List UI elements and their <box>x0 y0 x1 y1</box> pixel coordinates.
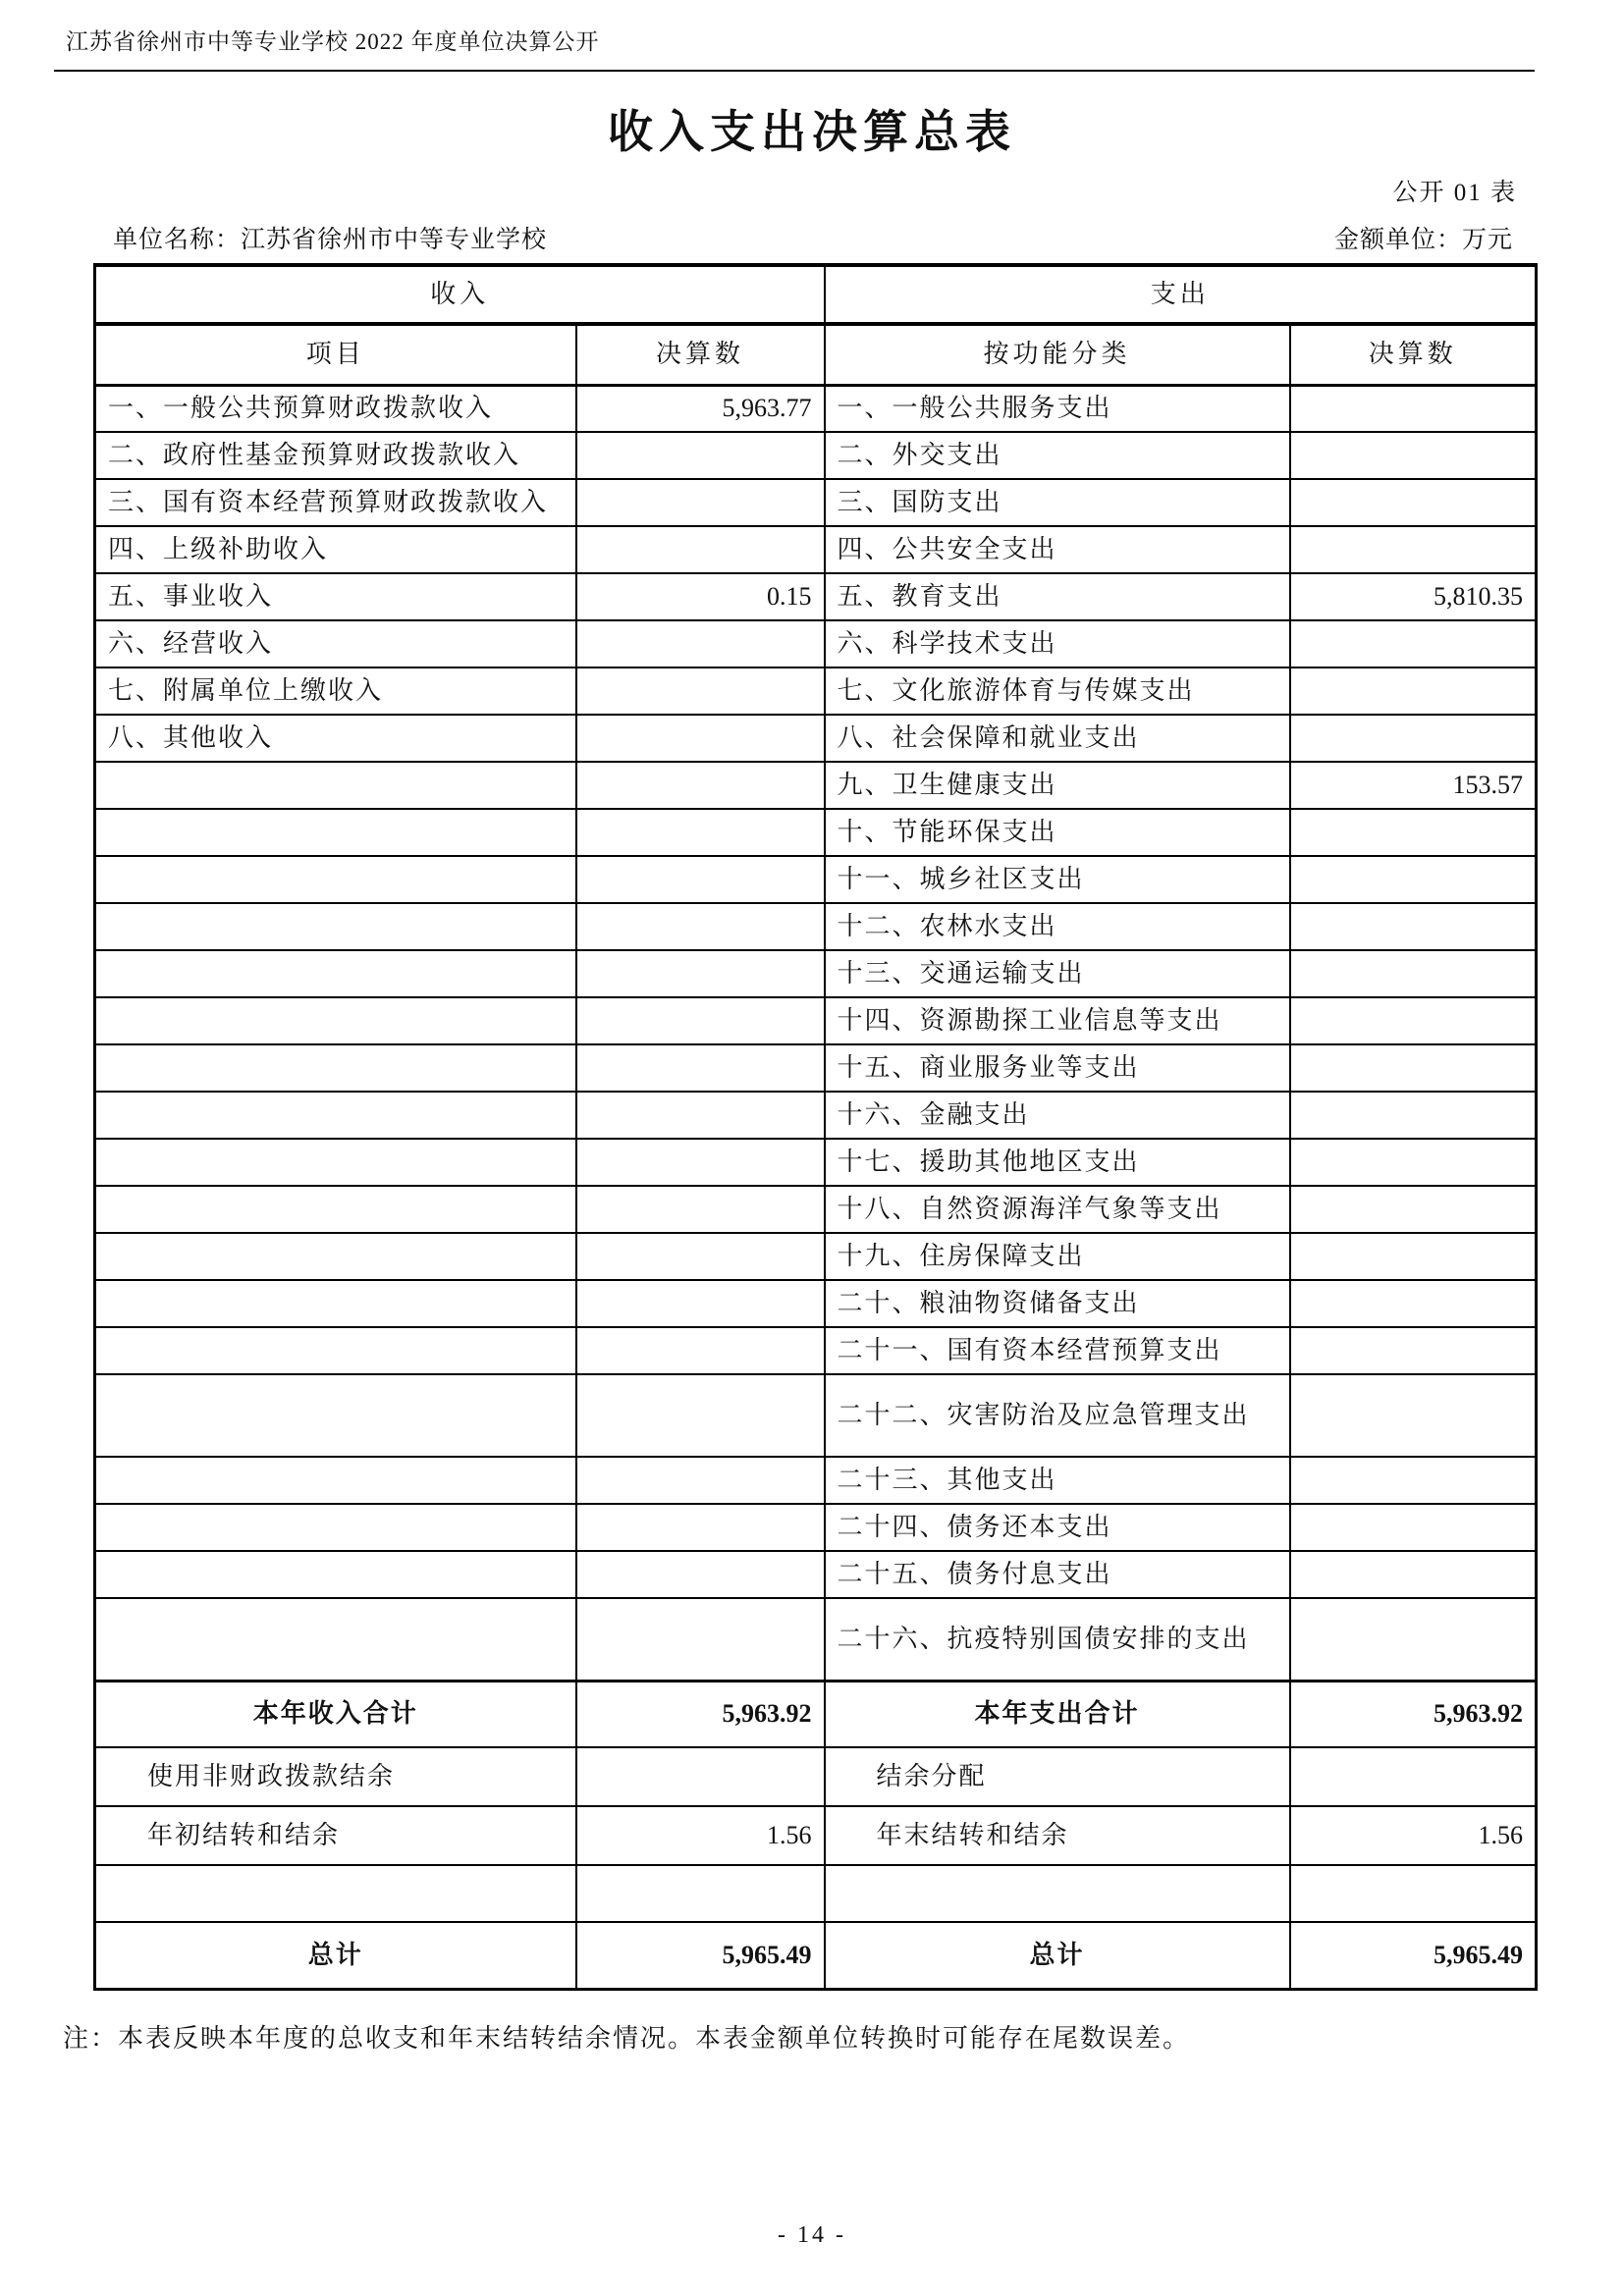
income-value-cell <box>576 762 825 809</box>
meta-row <box>93 220 1535 255</box>
page-header <box>54 20 1535 72</box>
table-row <box>95 1233 1537 1280</box>
expense-item-cell <box>825 1865 1290 1922</box>
table-row <box>95 479 1537 526</box>
income-value-cell <box>576 1280 825 1327</box>
table-row <box>95 1139 1537 1186</box>
income-item-cell: 七、附属单位上缴收入 <box>95 667 576 715</box>
table-row <box>95 809 1537 856</box>
income-value-cell <box>576 903 825 950</box>
income-item-cell <box>95 1374 576 1457</box>
expense-value-cell <box>1290 1374 1537 1457</box>
col-header-expense-value: 决算数 <box>1290 324 1537 385</box>
expense-value-cell: 5,963.92 <box>1290 1681 1537 1747</box>
summary-row <box>95 1922 1537 1989</box>
table-row <box>95 1186 1537 1233</box>
expense-item-cell: 十五、商业服务业等支出 <box>825 1044 1290 1092</box>
income-item-cell <box>95 1327 576 1374</box>
expense-item-cell: 十九、住房保障支出 <box>825 1233 1290 1280</box>
expense-item-cell: 十七、援助其他地区支出 <box>825 1139 1290 1186</box>
expense-value-cell <box>1290 1551 1537 1598</box>
expense-item-cell: 十、节能环保支出 <box>825 809 1290 856</box>
table-body <box>95 385 1537 1989</box>
summary-row <box>95 1747 1537 1806</box>
income-item-cell <box>95 903 576 950</box>
expense-item-cell: 二十三、其他支出 <box>825 1457 1290 1504</box>
income-item-cell <box>95 1457 576 1504</box>
unit-name: 单位名称：江苏省徐州市中等专业学校 <box>113 227 548 253</box>
income-group-header: 收入 <box>95 265 825 324</box>
expense-value-cell <box>1290 479 1537 526</box>
summary-row <box>95 1806 1537 1865</box>
expense-value-cell <box>1290 715 1537 762</box>
income-value-cell: 5,965.49 <box>576 1922 825 1989</box>
income-item-cell <box>95 1280 576 1327</box>
expense-item-cell: 二十六、抗疫特别国债安排的支出 <box>825 1598 1290 1681</box>
expense-item-cell: 七、文化旅游体育与传媒支出 <box>825 667 1290 715</box>
expense-item-cell: 二十二、灾害防治及应急管理支出 <box>825 1374 1290 1457</box>
income-item-cell: 五、事业收入 <box>95 573 576 620</box>
expense-item-cell: 二十五、债务付息支出 <box>825 1551 1290 1598</box>
expense-item-cell: 年末结转和结余 <box>825 1806 1290 1865</box>
expense-value-cell <box>1290 1747 1537 1806</box>
expense-item-cell: 二十四、债务还本支出 <box>825 1504 1290 1551</box>
table-row <box>95 667 1537 715</box>
expense-value-cell <box>1290 385 1537 432</box>
table-row <box>95 1457 1537 1504</box>
table-row <box>95 1504 1537 1551</box>
income-value-cell <box>576 1092 825 1139</box>
expense-value-cell <box>1290 903 1537 950</box>
expense-value-cell <box>1290 1457 1537 1504</box>
expense-value-cell <box>1290 1327 1537 1374</box>
expense-value-cell: 1.56 <box>1290 1806 1537 1865</box>
income-item-cell: 二、政府性基金预算财政拨款收入 <box>95 432 576 479</box>
summary-row <box>95 1681 1537 1747</box>
col-header-income-value: 决算数 <box>576 324 825 385</box>
expense-item-cell: 五、教育支出 <box>825 573 1290 620</box>
expense-item-cell: 四、公共安全支出 <box>825 526 1290 573</box>
table-row <box>95 715 1537 762</box>
income-value-cell <box>576 1374 825 1457</box>
income-item-cell <box>95 950 576 997</box>
income-item-cell: 总计 <box>95 1922 576 1989</box>
disclosure-title: 江苏省徐州市中等专业学校 2022 年度单位决算公开 <box>66 29 600 54</box>
income-item-cell: 一、一般公共预算财政拨款收入 <box>95 385 576 432</box>
income-item-cell <box>95 762 576 809</box>
expense-value-cell <box>1290 1865 1537 1922</box>
expense-value-cell <box>1290 950 1537 997</box>
table-row <box>95 385 1537 432</box>
expense-value-cell <box>1290 526 1537 573</box>
expense-value-cell <box>1290 1598 1537 1681</box>
table-row <box>95 1092 1537 1139</box>
table-row <box>95 997 1537 1044</box>
expense-value-cell <box>1290 1044 1537 1092</box>
income-value-cell <box>576 432 825 479</box>
expense-value-cell <box>1290 856 1537 903</box>
table-row <box>95 573 1537 620</box>
col-header-expense-item: 按功能分类 <box>825 324 1290 385</box>
income-value-cell <box>576 1747 825 1806</box>
doc-title: 收入支出决算总表 <box>608 107 1016 157</box>
expense-item-cell: 十二、农林水支出 <box>825 903 1290 950</box>
income-value-cell <box>576 667 825 715</box>
expense-value-cell: 5,965.49 <box>1290 1922 1537 1989</box>
column-header-row <box>95 324 1537 385</box>
table-row <box>95 1280 1537 1327</box>
table-code: 公开 01 表 <box>1392 180 1517 206</box>
income-value-cell <box>576 1233 825 1280</box>
budget-table <box>93 263 1538 1991</box>
expense-value-cell <box>1290 667 1537 715</box>
income-value-cell <box>576 950 825 997</box>
income-item-cell <box>95 1233 576 1280</box>
income-value-cell <box>576 1865 825 1922</box>
table-row <box>95 1551 1537 1598</box>
income-item-cell <box>95 1092 576 1139</box>
expense-item-cell: 九、卫生健康支出 <box>825 762 1290 809</box>
expense-item-cell: 结余分配 <box>825 1747 1290 1806</box>
income-item-cell: 三、国有资本经营预算财政拨款收入 <box>95 479 576 526</box>
expense-value-cell: 153.57 <box>1290 762 1537 809</box>
expense-value-cell <box>1290 1139 1537 1186</box>
col-header-income-item: 项目 <box>95 324 576 385</box>
expense-item-cell: 二十一、国有资本经营预算支出 <box>825 1327 1290 1374</box>
income-item-cell: 八、其他收入 <box>95 715 576 762</box>
table-row <box>95 620 1537 667</box>
income-value-cell <box>576 1598 825 1681</box>
expense-value-cell <box>1290 432 1537 479</box>
table-row <box>95 762 1537 809</box>
summary-row <box>95 1865 1537 1922</box>
income-value-cell <box>576 526 825 573</box>
income-item-cell <box>95 1044 576 1092</box>
amount-unit: 金额单位：万元 <box>1333 227 1513 253</box>
expense-item-cell: 十四、资源勘探工业信息等支出 <box>825 997 1290 1044</box>
income-item-cell <box>95 1865 576 1922</box>
income-value-cell <box>576 809 825 856</box>
income-value-cell: 0.15 <box>576 573 825 620</box>
expense-value-cell <box>1290 1233 1537 1280</box>
income-value-cell <box>576 1551 825 1598</box>
income-item-cell <box>95 809 576 856</box>
expense-group-header: 支出 <box>825 265 1537 324</box>
expense-item-cell: 三、国防支出 <box>825 479 1290 526</box>
expense-item-cell: 本年支出合计 <box>825 1681 1290 1747</box>
income-value-cell: 5,963.92 <box>576 1681 825 1747</box>
table-row <box>95 1327 1537 1374</box>
table-row <box>95 903 1537 950</box>
expense-value-cell <box>1290 809 1537 856</box>
group-header-row <box>95 265 1537 324</box>
income-value-cell <box>576 1457 825 1504</box>
income-item-cell <box>95 1504 576 1551</box>
income-value-cell <box>576 715 825 762</box>
expense-item-cell: 十三、交通运输支出 <box>825 950 1290 997</box>
expense-value-cell <box>1290 1504 1537 1551</box>
expense-item-cell: 十六、金融支出 <box>825 1092 1290 1139</box>
expense-value-cell: 5,810.35 <box>1290 573 1537 620</box>
income-item-cell: 使用非财政拨款结余 <box>95 1747 576 1806</box>
page-number: - 14 - <box>778 2222 846 2248</box>
income-item-cell <box>95 1598 576 1681</box>
expense-value-cell <box>1290 1186 1537 1233</box>
expense-value-cell <box>1290 1092 1537 1139</box>
table-row <box>95 1374 1537 1457</box>
income-item-cell: 四、上级补助收入 <box>95 526 576 573</box>
expense-item-cell: 六、科学技术支出 <box>825 620 1290 667</box>
income-item-cell <box>95 1186 576 1233</box>
expense-item-cell: 二、外交支出 <box>825 432 1290 479</box>
expense-value-cell <box>1290 997 1537 1044</box>
table-row <box>95 526 1537 573</box>
table-row <box>95 950 1537 997</box>
income-value-cell <box>576 1327 825 1374</box>
expense-item-cell: 十八、自然资源海洋气象等支出 <box>825 1186 1290 1233</box>
income-item-cell <box>95 1551 576 1598</box>
expense-item-cell: 十一、城乡社区支出 <box>825 856 1290 903</box>
expense-value-cell <box>1290 1280 1537 1327</box>
income-item-cell <box>95 997 576 1044</box>
income-item-cell: 年初结转和结余 <box>95 1806 576 1865</box>
income-item-cell <box>95 856 576 903</box>
income-value-cell: 5,963.77 <box>576 385 825 432</box>
income-value-cell <box>576 997 825 1044</box>
table-row <box>95 1598 1537 1681</box>
income-value-cell <box>576 620 825 667</box>
table-row <box>95 856 1537 903</box>
expense-item-cell: 一、一般公共服务支出 <box>825 385 1290 432</box>
table-row <box>95 1044 1537 1092</box>
income-value-cell <box>576 1504 825 1551</box>
income-value-cell <box>576 479 825 526</box>
expense-item-cell: 二十、粮油物资储备支出 <box>825 1280 1290 1327</box>
table-row <box>95 432 1537 479</box>
income-item-cell <box>95 1139 576 1186</box>
income-value-cell <box>576 1139 825 1186</box>
footnote: 注：本表反映本年度的总收支和年末结转结余情况。本表金额单位转换时可能存在尾数误差。 <box>63 2024 1191 2053</box>
income-value-cell <box>576 856 825 903</box>
income-item-cell: 六、经营收入 <box>95 620 576 667</box>
income-item-cell: 本年收入合计 <box>95 1681 576 1747</box>
income-value-cell <box>576 1044 825 1092</box>
expense-item-cell: 总计 <box>825 1922 1290 1989</box>
expense-value-cell <box>1290 620 1537 667</box>
income-value-cell: 1.56 <box>576 1806 825 1865</box>
income-value-cell <box>576 1186 825 1233</box>
expense-item-cell: 八、社会保障和就业支出 <box>825 715 1290 762</box>
